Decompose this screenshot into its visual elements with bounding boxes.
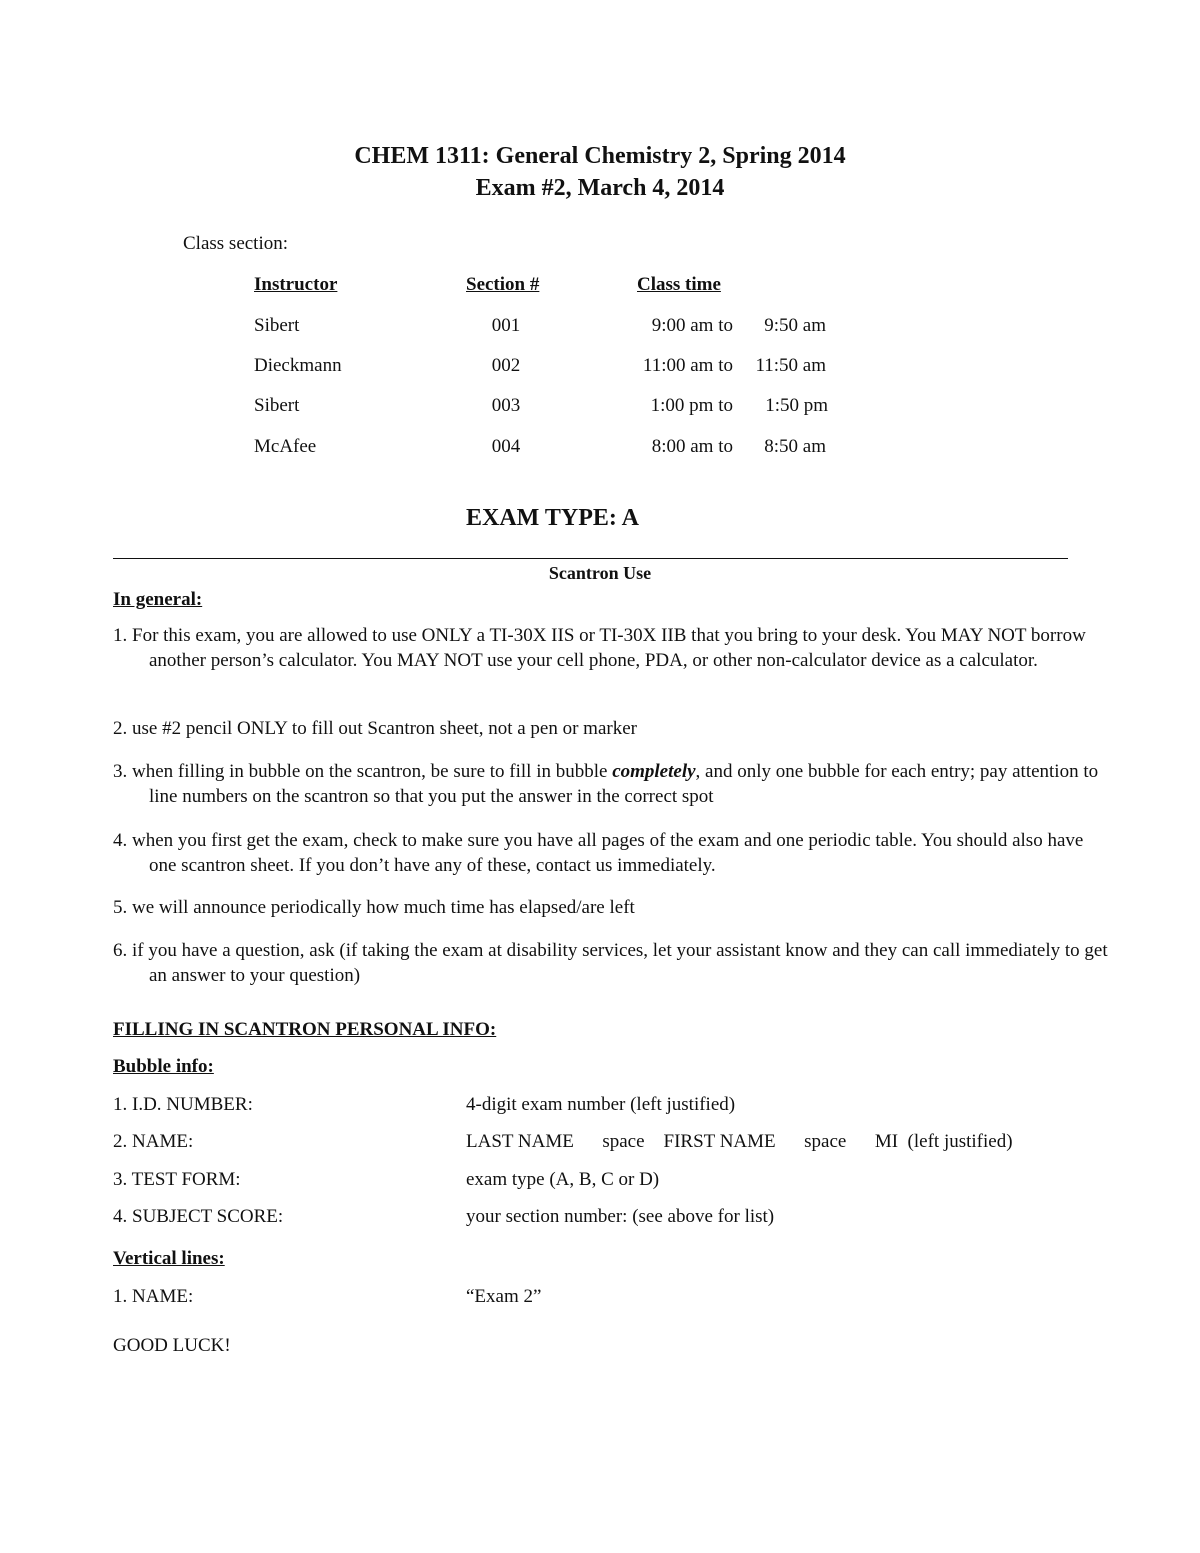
list-item-number: 5. bbox=[113, 897, 128, 918]
table-cell-time-start: 9:00 am to bbox=[651, 315, 733, 336]
exam-type: EXAM TYPE: A bbox=[466, 505, 639, 531]
table-cell-instructor: Dieckmann bbox=[254, 355, 342, 376]
table-cell-time-end: 9:50 am bbox=[764, 315, 826, 336]
list-item-text: , and only one bubble for each entry; pay attention to line numbers on the scantron so that you put the answer in the correct spot bbox=[149, 761, 1099, 807]
divider bbox=[113, 558, 1068, 559]
field-value: 4-digit exam number (left justified) bbox=[466, 1094, 736, 1115]
list-item-number: 3. bbox=[113, 761, 128, 782]
exam-subtitle: Exam #2, March 4, 2014 bbox=[475, 175, 725, 201]
table-cell-time-end: 11:50 am bbox=[755, 355, 826, 376]
list-item-number: 4. bbox=[113, 830, 128, 851]
class-section-label: Class section: bbox=[183, 233, 289, 254]
list-item-text: use #2 pencil ONLY to fill out Scantron sheet, not a pen or marker bbox=[132, 718, 637, 739]
in-general-label: In general: bbox=[113, 589, 203, 610]
table-cell-time-start: 8:00 am to bbox=[651, 436, 733, 457]
field-label: 3. TEST FORM: bbox=[113, 1169, 241, 1190]
table-cell-section: 001 bbox=[491, 315, 521, 336]
table-cell-section: 004 bbox=[491, 436, 521, 457]
list-item bbox=[113, 716, 1109, 741]
list-item-number: 1. bbox=[113, 625, 128, 646]
list-item bbox=[113, 938, 1109, 988]
list-item bbox=[113, 895, 1109, 920]
table-cell-time-start: 1:00 pm to bbox=[650, 395, 733, 416]
exam-title: CHEM 1311: General Chemistry 2, Spring 2014 bbox=[354, 143, 846, 169]
column-header-instructor: Instructor bbox=[254, 274, 338, 295]
bubble-info-label: Bubble info: bbox=[113, 1056, 214, 1077]
scantron-use-heading: Scantron Use bbox=[548, 563, 652, 583]
personal-info-heading: FILLING IN SCANTRON PERSONAL INFO: bbox=[113, 1019, 497, 1040]
list-item bbox=[113, 759, 1109, 809]
emphasis-text: completely bbox=[612, 761, 696, 782]
table-cell-instructor: Sibert bbox=[254, 315, 300, 336]
list-item-text: when you first get the exam, check to make sure you have all pages of the exam and one periodic table. You should also have one scantron sheet. If you don’t have any of these, contact us immediately. bbox=[132, 830, 1084, 876]
field-value: LAST NAME space FIRST NAME space MI (left justified) bbox=[466, 1131, 1013, 1152]
table-cell-instructor: Sibert bbox=[254, 395, 300, 416]
field-label: 1. NAME: bbox=[113, 1286, 194, 1307]
table-cell-section: 003 bbox=[491, 395, 521, 416]
field-label: 4. SUBJECT SCORE: bbox=[113, 1206, 284, 1227]
list-item-number: 2. bbox=[113, 718, 128, 739]
column-header-section: Section # bbox=[466, 274, 540, 295]
closing-text: GOOD LUCK! bbox=[113, 1335, 231, 1356]
list-item bbox=[113, 828, 1109, 878]
field-value: exam type (A, B, C or D) bbox=[466, 1169, 660, 1190]
vertical-lines-label: Vertical lines: bbox=[113, 1248, 225, 1269]
table-cell-time-start: 11:00 am to bbox=[642, 355, 733, 376]
table-cell-instructor: McAfee bbox=[254, 436, 317, 457]
table-cell-section: 002 bbox=[491, 355, 521, 376]
table-cell-time-end: 8:50 am bbox=[764, 436, 826, 457]
list-item-number: 6. bbox=[113, 940, 128, 961]
table-cell-time-end: 1:50 pm bbox=[765, 395, 828, 416]
list-item bbox=[113, 623, 1109, 673]
column-header-class-time: Class time bbox=[637, 274, 721, 295]
field-label: 1. I.D. NUMBER: bbox=[113, 1094, 253, 1115]
field-value: your section number: (see above for list) bbox=[466, 1206, 775, 1227]
list-item-text: we will announce periodically how much time has elapsed/are left bbox=[132, 897, 635, 918]
list-item-text: if you have a question, ask (if taking the exam at disability services, let your assistant know and they can call immediately to get an answer to your question) bbox=[132, 940, 1108, 986]
list-item-text: when filling in bubble on the scantron, be sure to fill in bubble bbox=[132, 761, 613, 782]
field-value: “Exam 2” bbox=[466, 1286, 542, 1307]
field-label: 2. NAME: bbox=[113, 1131, 194, 1152]
list-item-text: For this exam, you are allowed to use ONLY a TI-30X IIS or TI-30X IIB that you bring to your desk. You MAY NOT borrow another person’s calculator. You MAY NOT use your cell phone, PDA, or other non-calculator device as a calculator. bbox=[132, 625, 1086, 671]
